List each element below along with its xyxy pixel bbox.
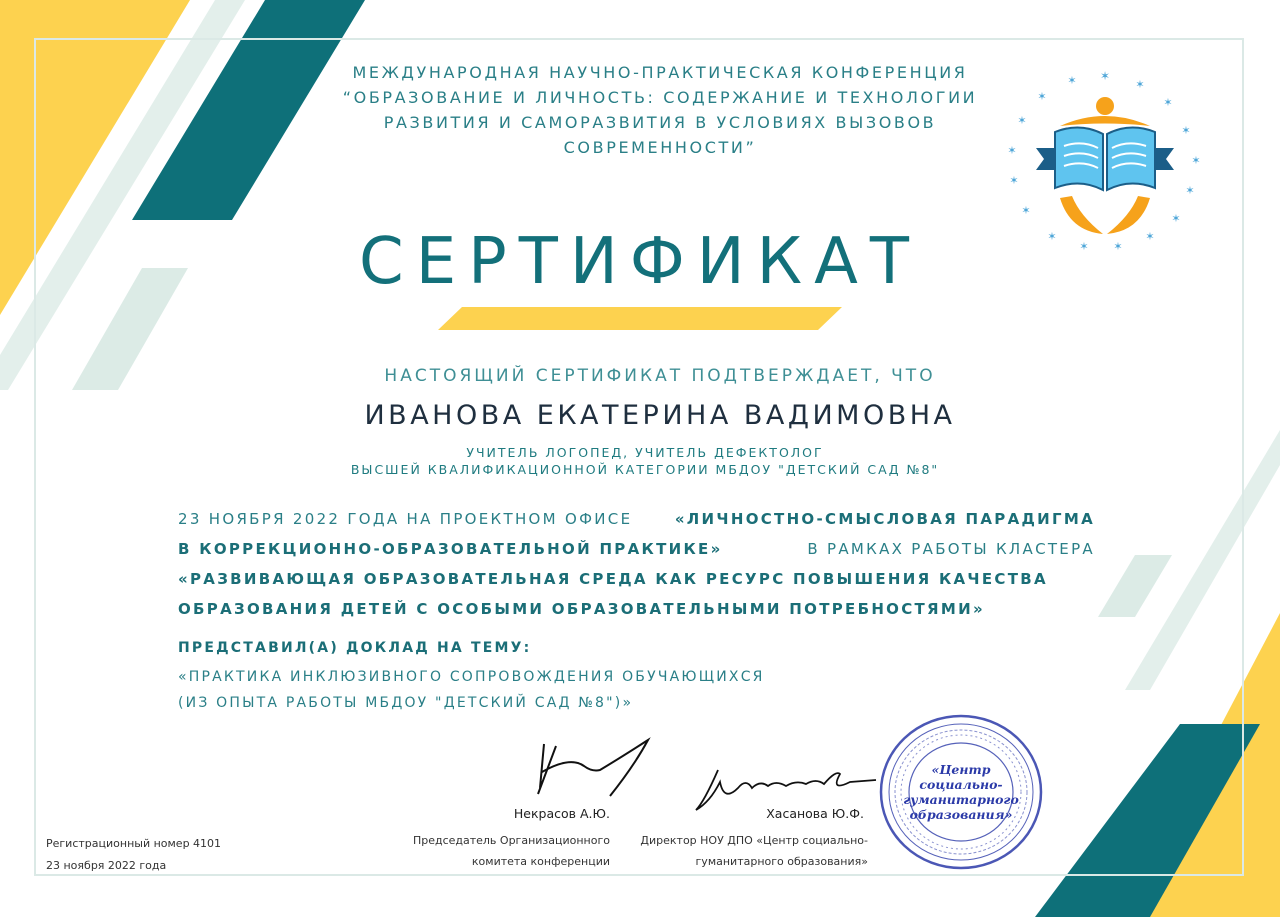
registration-date: 23 ноября 2022 года [46, 859, 167, 872]
topic-line: (ИЗ ОПЫТА РАБОТЫ МБДОУ "ДЕТСКИЙ САД №8")» [178, 695, 634, 711]
svg-text:✶: ✶ [1047, 230, 1057, 243]
hand-right-icon [1107, 196, 1150, 234]
body-line [178, 564, 1095, 594]
svg-text:✶: ✶ [1037, 90, 1047, 103]
conference-line: “ОБРАЗОВАНИЕ И ЛИЧНОСТЬ: СОДЕРЖАНИЕ И ТЕХНОЛОГИИ [342, 88, 978, 107]
seal-center-line: образования» [909, 807, 1013, 822]
person-head-icon [1096, 97, 1114, 115]
registration-number: Регистрационный номер 4101 [46, 837, 222, 850]
confirmation-text: НАСТОЯЩИЙ СЕРТИФИКАТ ПОДТВЕРЖДАЕТ, ЧТО [384, 366, 936, 386]
body-date-text: 23 НОЯБРЯ 2022 ГОДА НА ПРОЕКТНОМ ОФИСЕ [178, 510, 633, 528]
recipient-position [300, 444, 990, 478]
conference-line: СОВРЕМЕННОСТИ” [563, 138, 757, 157]
report-topic [178, 664, 765, 716]
signature-nekrasov [530, 736, 660, 798]
person-arms-icon [1060, 116, 1150, 126]
cluster-intro-text: В РАМКАХ РАБОТЫ КЛАСТЕРА [807, 540, 1095, 558]
position-line: УЧИТЕЛЬ ЛОГОПЕД, УЧИТЕЛЬ ДЕФЕКТОЛОГ [466, 445, 824, 460]
seal-center-line: гуманитарного [903, 792, 1019, 807]
seal-center-line: социально- [919, 777, 1003, 792]
signatory1-name: Некрасов А.Ю. [513, 806, 610, 821]
signatory2-name: Хасанова Ю.Ф. [766, 806, 864, 821]
svg-text:✶: ✶ [1135, 78, 1145, 91]
seal-center-line: «Центр [931, 762, 991, 777]
svg-text:✶: ✶ [1079, 240, 1089, 253]
svg-text:✶: ✶ [1007, 144, 1017, 157]
conference-logo [1000, 66, 1210, 256]
project-office-name: «ЛИЧНОСТНО-СМЫСЛОВАЯ ПАРАДИГМА [674, 510, 1095, 528]
svg-text:✶: ✶ [1163, 96, 1173, 109]
svg-text:✶: ✶ [1017, 114, 1027, 127]
role-line: Директор НОУ ДПО «Центр социально- [640, 834, 868, 847]
cluster-name-cont: ОБРАЗОВАНИЯ ДЕТЕЙ С ОСОБЫМИ ОБРАЗОВАТЕЛЬНЫМИ ПОТРЕБНОСТЯМИ» [178, 600, 985, 618]
project-office-name-cont: В КОРРЕКЦИОННО-ОБРАЗОВАТЕЛЬНОЙ ПРАКТИКЕ» [178, 540, 723, 558]
position-line: ВЫСШЕЙ КВАЛИФИКАЦИОННОЙ КАТЕГОРИИ МБДОУ "ДЕТСКИЙ САД №8" [350, 462, 940, 477]
role-line: гуманитарного образования» [695, 855, 868, 868]
conference-line: МЕЖДУНАРОДНАЯ НАУЧНО-ПРАКТИЧЕСКАЯ КОНФЕРЕНЦИЯ [352, 63, 968, 82]
body-line [178, 594, 1095, 624]
svg-text:✶: ✶ [1145, 230, 1155, 243]
organization-seal [876, 712, 1046, 872]
svg-text:✶: ✶ [1009, 174, 1019, 187]
signatory1-role [392, 830, 610, 872]
registration-info [46, 833, 221, 877]
topic-line: «ПРАКТИКА ИНКЛЮЗИВНОГО СОПРОВОЖДЕНИЯ ОБУЧАЮЩИХСЯ [178, 669, 765, 685]
svg-text:✶: ✶ [1021, 204, 1031, 217]
svg-text:✶: ✶ [1067, 74, 1077, 87]
svg-text:✶: ✶ [1191, 154, 1201, 167]
certificate-title: СЕРТИФИКАТ [359, 225, 921, 299]
report-heading: ПРЕДСТАВИЛ(А) ДОКЛАД НА ТЕМУ: [178, 640, 532, 656]
body-line [178, 534, 1095, 564]
certificate-body [178, 504, 1095, 624]
open-book-icon [1055, 127, 1155, 190]
svg-text:✶: ✶ [1099, 69, 1111, 83]
role-line: Председатель Организационного [412, 834, 610, 847]
role-line: комитета конференции [471, 855, 610, 868]
hand-left-icon [1060, 196, 1103, 234]
recipient-name: ИВАНОВА ЕКАТЕРИНА ВАДИМОВНА [364, 400, 956, 431]
conference-line: РАЗВИТИЯ И САМОРАЗВИТИЯ В УСЛОВИЯХ ВЫЗОВОВ [383, 113, 937, 132]
conference-title [300, 60, 1020, 160]
svg-text:✶: ✶ [1185, 184, 1195, 197]
svg-text:✶: ✶ [1113, 240, 1123, 253]
ribbon-right-icon [1154, 148, 1174, 170]
body-line [178, 504, 1095, 534]
svg-text:✶: ✶ [1181, 124, 1191, 137]
svg-text:✶: ✶ [1171, 212, 1181, 225]
ribbon-left-icon [1036, 148, 1056, 170]
signatory2-role [624, 830, 868, 872]
cluster-name: «РАЗВИВАЮЩАЯ ОБРАЗОВАТЕЛЬНАЯ СРЕДА КАК РЕСУРС ПОВЫШЕНИЯ КАЧЕСТВА [178, 570, 1048, 588]
